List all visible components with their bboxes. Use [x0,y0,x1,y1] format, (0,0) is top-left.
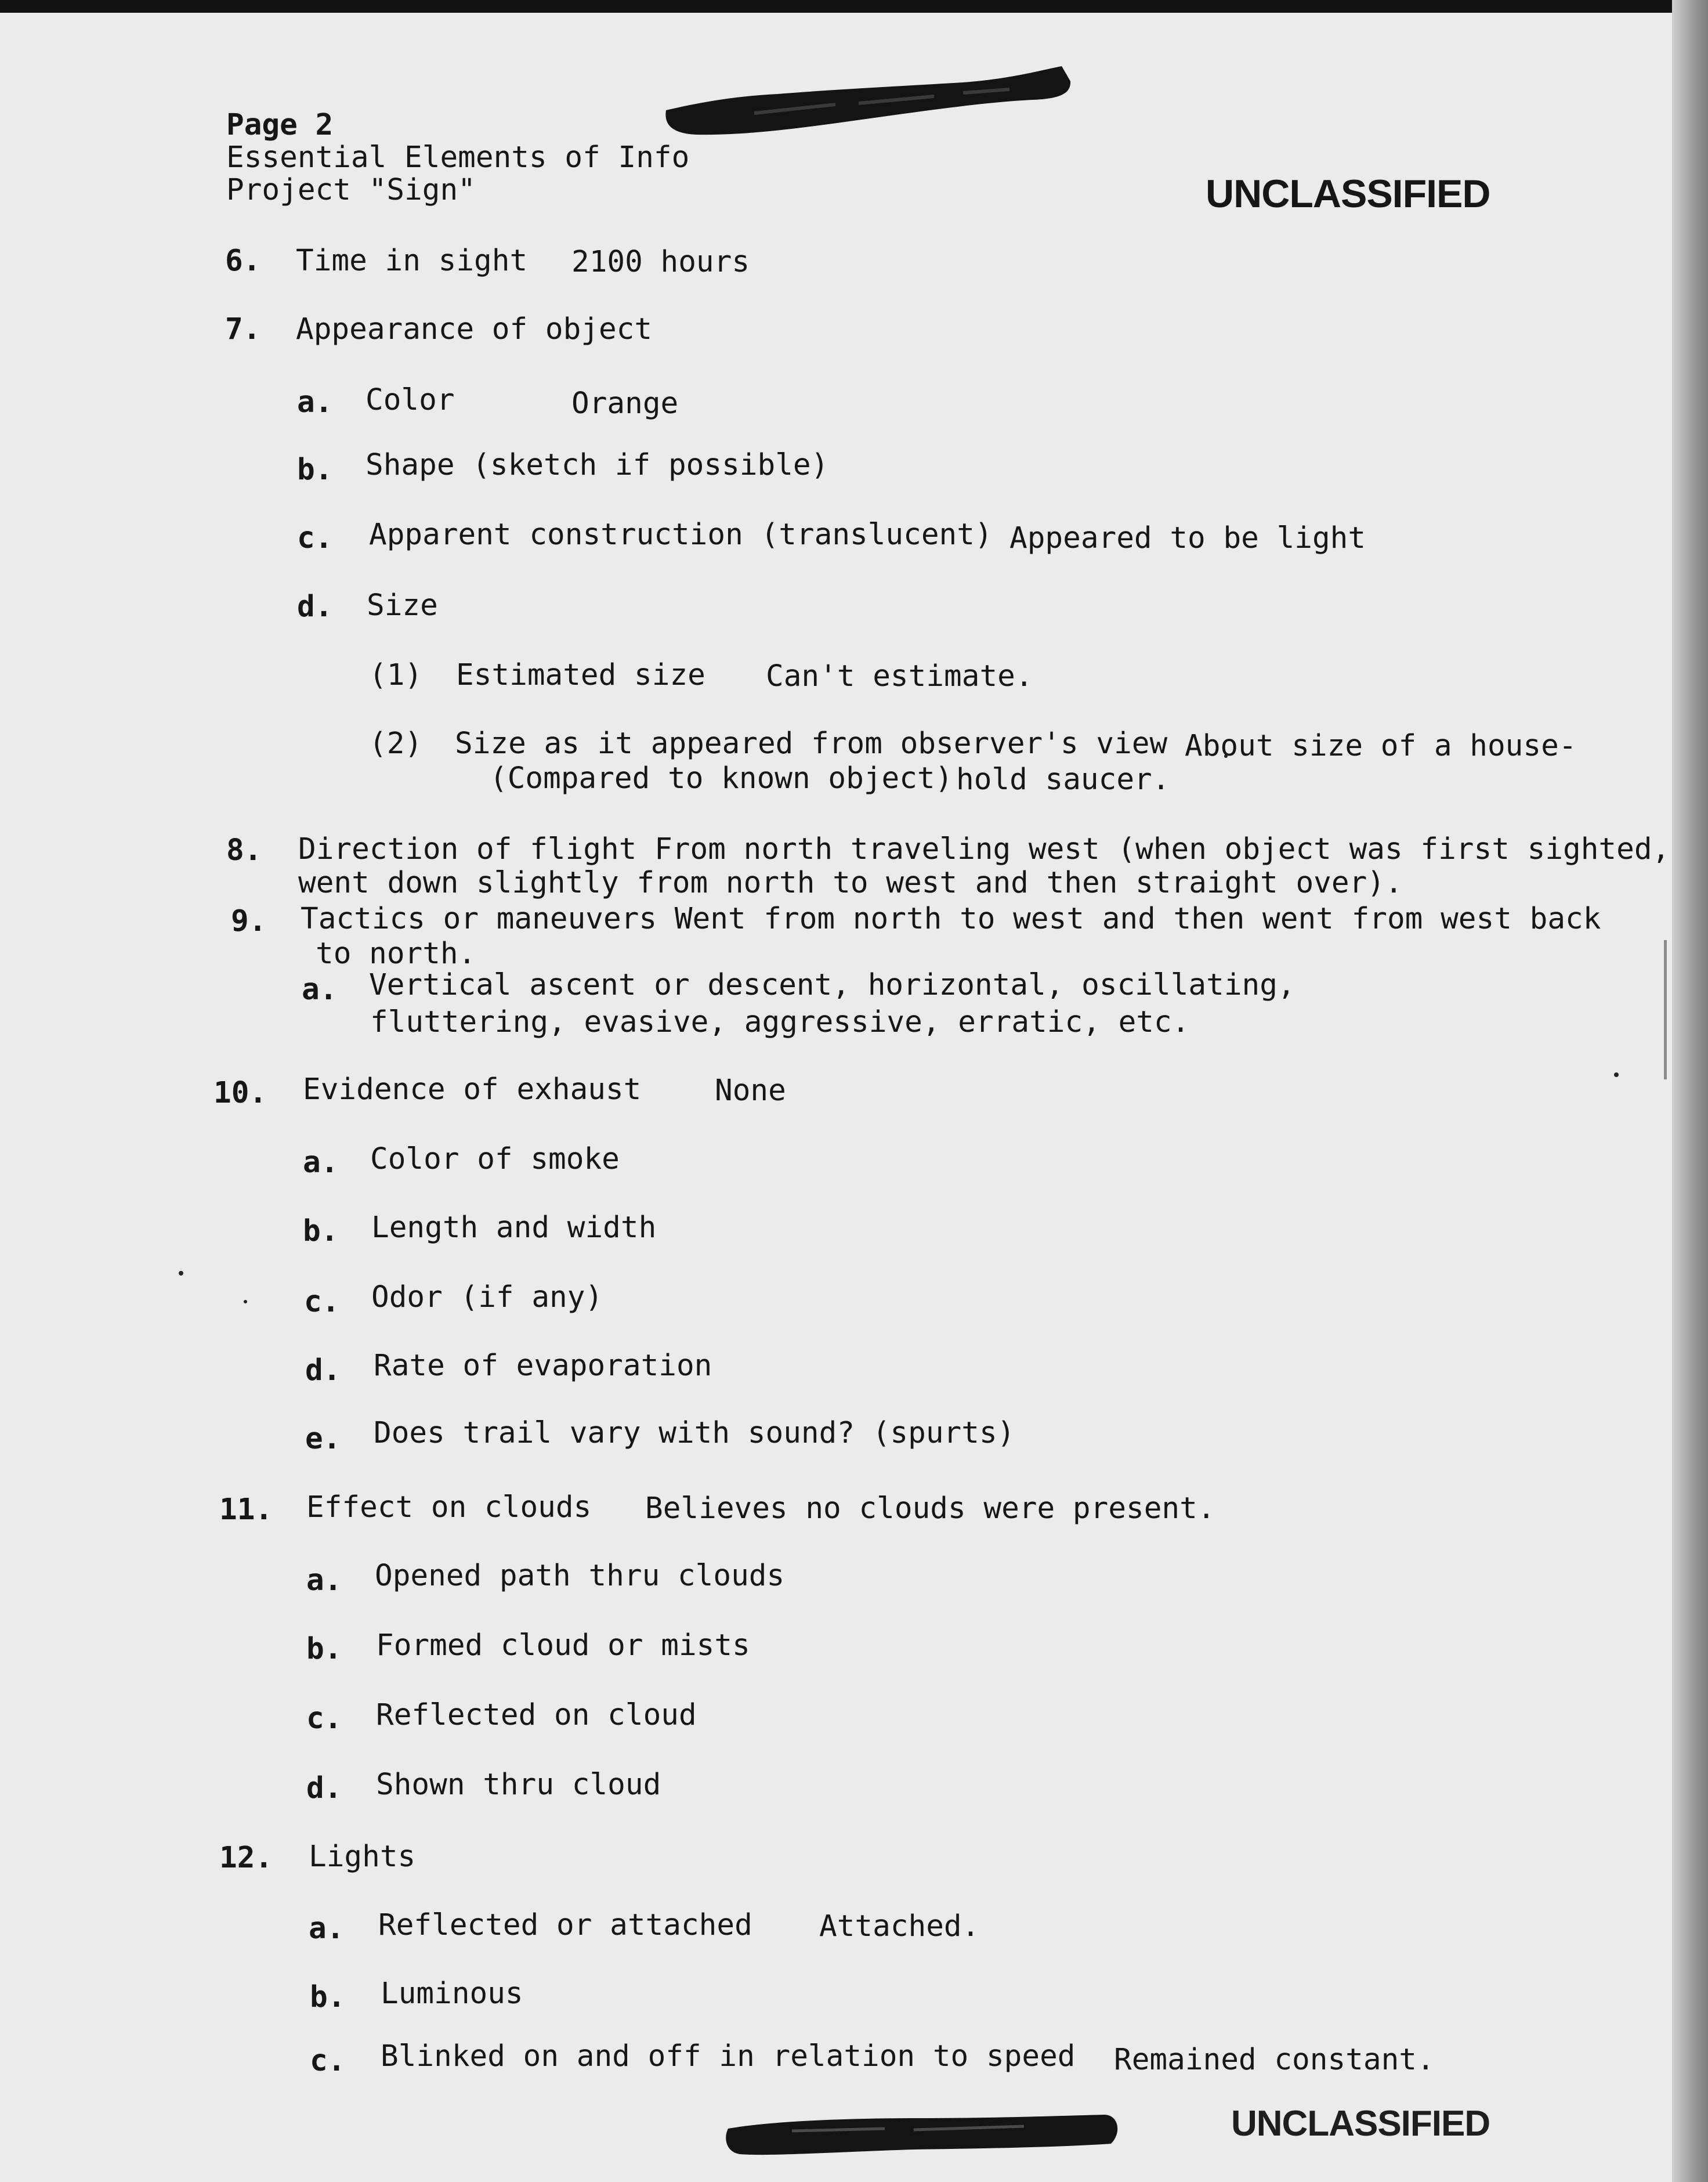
top-redaction-mark [661,58,1073,145]
item-label: Lights [309,1840,416,1874]
item-number: 12. [219,1841,273,1875]
subitem-label: Luminous [381,1977,523,2011]
item-number: 11. [219,1493,273,1527]
subitem-value: Attached. [819,1909,980,1943]
subitem-text-line2: fluttering, evasive, aggressive, erratic, etc. [370,1005,1190,1039]
item-text-line2: went down slightly from north to west and then straight over). [298,866,1403,900]
item-value: None [715,1074,786,1108]
item-value: 2100 hours [571,245,750,279]
speck [179,1271,183,1276]
item-label: Evidence of exhaust [303,1072,642,1107]
scan-mark [1664,940,1667,1079]
subitem-letter: b. [310,1980,346,2014]
item-value: Believes no clouds were present. [645,1491,1215,1526]
subitem-label: Apparent construction (translucent) [369,518,993,552]
size-item-number: (2) [369,727,423,761]
subitem-letter: b. [297,453,333,487]
subitem-label: Odor (if any) [371,1280,603,1314]
subitem-letter: a. [297,385,333,420]
subitem-label: Opened path thru clouds [375,1559,785,1593]
subitem-label: Reflected on cloud [376,1698,697,1732]
subitem-letter: a. [309,1912,345,1946]
subitem-label: Rate of evaporation [374,1349,712,1383]
subitem-label: Formed cloud or mists [376,1628,750,1663]
subitem-label: Color [366,383,455,417]
size-item-value-line2: hold saucer. [956,763,1170,797]
subitem-letter: c. [306,1701,342,1736]
subitem-letter: a. [306,1563,342,1598]
item-text: Tactics or maneuvers Went from north to west and then went from west back [301,902,1601,936]
page-number: Page 2 [226,108,334,142]
subitem-value: Remained constant. [1114,2043,1435,2077]
size-item-label-line2: (Compared to known object) [490,761,953,796]
subitem-letter: d. [305,1353,341,1388]
size-item-number: (1) [369,658,423,692]
subitem-value: Appeared to be light [1009,521,1366,555]
item-text: Direction of flight From north traveling west (when object was first sighted, [298,832,1670,866]
subitem-text: Vertical ascent or descent, horizontal, oscillating, [369,968,1296,1002]
item-text-line2: to north. [316,937,476,971]
subitem-letter: e. [305,1422,341,1456]
size-item-value: About size of a house- [1185,729,1577,763]
project-name: Project "Sign" [226,173,476,207]
subitem-letter: b. [303,1214,339,1248]
item-label: Effect on clouds [306,1490,592,1524]
classification-stamp: UNCLASSIFIED [1206,172,1490,216]
size-item-value: Can't estimate. [766,659,1033,693]
speck [244,1300,247,1303]
footer-classification-stamp: UNCLASSIFIED [1231,2104,1490,2144]
scan-top-edge [0,0,1708,13]
subitem-letter: c. [310,2044,346,2078]
subitem-label: Color of smoke [370,1142,620,1176]
item-number: 9. [231,904,267,938]
speck [1614,1072,1619,1077]
subitem-letter: a. [302,973,338,1007]
subitem-letter: c. [304,1285,340,1319]
bottom-redaction-mark [722,2101,1123,2165]
subitem-label: Length and width [371,1211,657,1245]
item-number: 7. [225,312,261,346]
subitem-label: Does trail vary with sound? (spurts) [374,1416,1015,1450]
item-label: Appearance of object [296,312,653,346]
subitem-label: Shown thru cloud [376,1768,661,1802]
item-number: 8. [226,833,262,868]
scan-right-edge [1672,0,1708,2182]
subitem-letter: d. [297,590,333,624]
document-subject: Essential Elements of Info [226,140,690,175]
subitem-letter: c. [297,521,333,555]
subitem-letter: d. [306,1771,342,1805]
item-label: Time in sight [296,244,528,278]
subitem-value: Orange [571,386,679,421]
item-number: 10. [214,1076,267,1110]
subitem-letter: b. [306,1632,342,1666]
size-item-label: Estimated size [456,658,705,692]
subitem-label: Shape (sketch if possible) [366,448,829,482]
subitem-label: Reflected or attached [378,1908,752,1942]
subitem-label: Blinked on and off in relation to speed [381,2039,1076,2073]
subitem-letter: a. [303,1146,339,1180]
item-number: 6. [225,244,261,278]
subitem-label: Size [367,588,438,623]
size-item-label: Size as it appeared from observer's view [455,727,1168,761]
